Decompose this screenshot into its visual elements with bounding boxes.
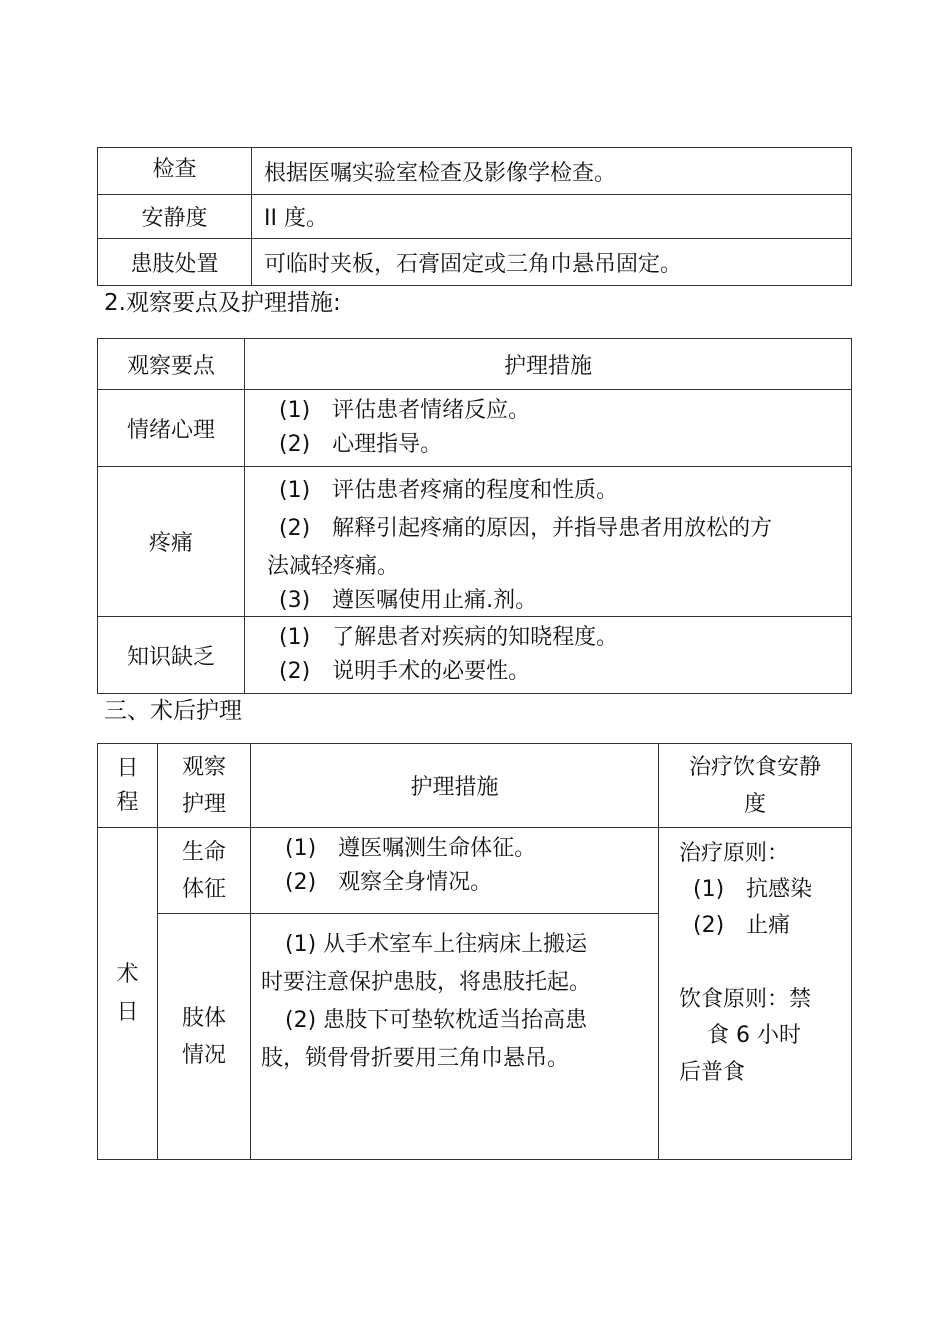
measure-line: (1) 从手术室车上往病床上搬运 — [285, 932, 588, 957]
day-cell — [98, 828, 158, 1160]
row-label: 患肢处置 — [98, 239, 252, 286]
treatment-item: (2) 止痛 — [693, 913, 791, 938]
section-heading: 2.观察要点及护理措施: — [104, 290, 341, 316]
header-obs — [158, 744, 251, 828]
treatment-item: (1) 抗感染 — [693, 877, 813, 902]
measure-line: (1) 评估患者疼痛的程度和性质。 — [279, 478, 619, 503]
row-label: 知识缺乏 — [98, 617, 245, 694]
row-label: 情绪心理 — [98, 390, 245, 467]
diet-line: 饮食原则：禁 — [679, 987, 812, 1012]
day-line: 日 — [116, 999, 139, 1025]
header-obs-line: 护理 — [181, 791, 226, 817]
row-value: 可临时夹板，石膏固定或三角巾悬吊固定。 — [252, 239, 852, 286]
row-label: 检查 — [98, 148, 252, 195]
row-value: 根据医嘱实验室检查及影像学检查。 — [252, 148, 852, 195]
header-observation: 观察要点 — [98, 339, 245, 390]
header-day — [98, 744, 158, 828]
row-label: 安静度 — [98, 195, 252, 239]
obs-cell — [158, 914, 251, 1160]
header-measures: 护理措施 — [245, 339, 852, 390]
header-treatment-line: 度 — [743, 791, 766, 817]
observation-table — [97, 338, 852, 694]
measure-line: 法减轻疼痛。 — [267, 554, 400, 579]
measure-line: (1) 评估患者情绪反应。 — [279, 398, 531, 423]
obs-cell — [158, 828, 251, 914]
measures-cell — [251, 828, 659, 914]
measure-line: (1) 遵医嘱测生命体征。 — [285, 836, 537, 861]
measure-line: 肢，锁骨骨折要用三角巾悬吊。 — [261, 1046, 570, 1071]
diet-line: 食 6 小时 — [707, 1023, 801, 1048]
obs-line: 肢体 — [181, 1005, 226, 1031]
measure-line: (2) 患肢下可垫软枕适当抬高患 — [285, 1008, 588, 1033]
measures-cell — [245, 617, 852, 694]
header-measures: 护理措施 — [251, 744, 659, 828]
header-obs-line: 观察 — [181, 754, 226, 780]
treatment-cell — [659, 828, 852, 1160]
obs-line: 生命 — [181, 839, 226, 865]
measure-line: (1) 了解患者对疾病的知晓程度。 — [279, 625, 619, 650]
diet-line: 后普食 — [679, 1060, 746, 1085]
postop-table — [97, 743, 852, 1160]
measures-cell — [245, 467, 852, 617]
header-day-line: 日 — [116, 755, 139, 781]
measure-line: (2) 解释引起疼痛的原因，并指导患者用放松的方 — [279, 516, 773, 541]
measure-line: (2) 说明手术的必要性。 — [279, 659, 531, 684]
obs-line: 情况 — [181, 1042, 226, 1068]
header-treatment-line: 治疗饮食安静 — [688, 754, 821, 780]
section-heading: 三、术后护理 — [104, 698, 242, 724]
measure-line: (3) 遵医嘱使用止痛.剂。 — [279, 588, 538, 613]
day-line: 术 — [116, 961, 139, 987]
header-day-line: 程 — [116, 789, 139, 815]
measures-cell — [245, 390, 852, 467]
header-treatment — [659, 744, 852, 828]
exam-table — [97, 147, 852, 286]
obs-line: 体征 — [181, 876, 226, 902]
measures-cell — [251, 914, 659, 1160]
measure-line: (2) 观察全身情况。 — [285, 870, 493, 895]
measure-line: 时要注意保护患肢，将患肢托起。 — [261, 970, 592, 995]
row-label: 疼痛 — [98, 467, 245, 617]
row-value: II 度。 — [252, 195, 852, 239]
treatment-title: 治疗原则： — [679, 841, 790, 866]
measure-line: (2) 心理指导。 — [279, 432, 443, 457]
